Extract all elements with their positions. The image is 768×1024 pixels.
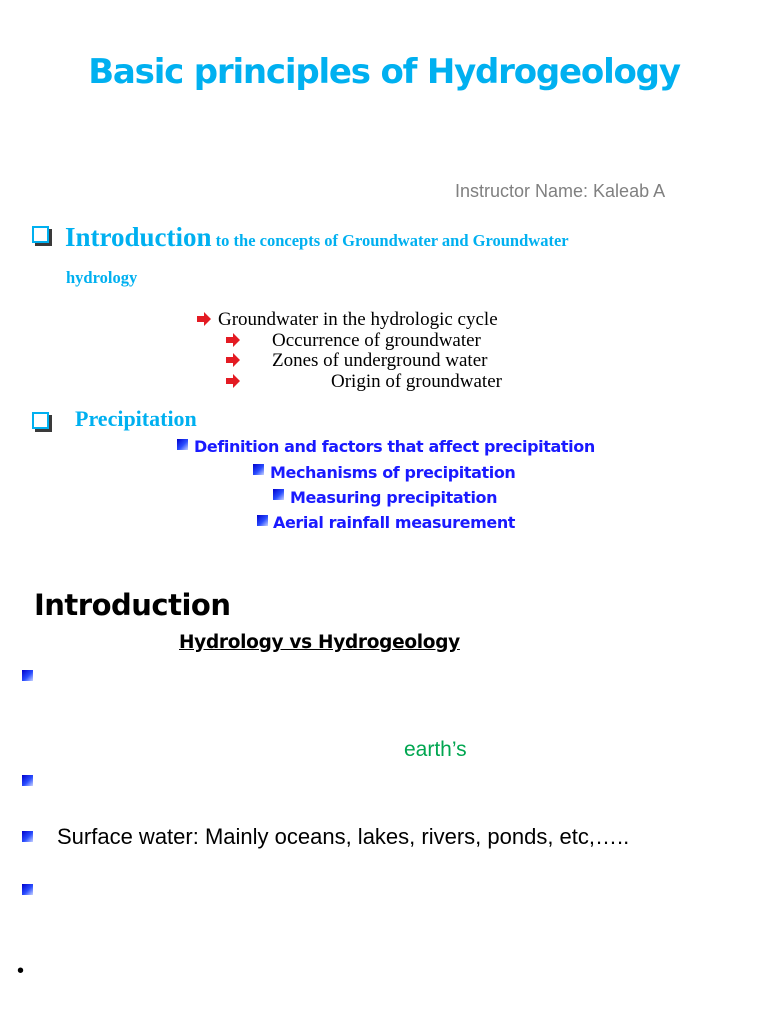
intro-heading-text: Introduction: [65, 222, 212, 252]
intro-item-4: Origin of groundwater: [331, 371, 502, 392]
intro-heading: [65, 222, 569, 253]
blue-square-bullet-icon: [22, 884, 33, 895]
intro-item-2: Occurrence of groundwater: [272, 330, 481, 351]
surface-water-text: Surface water: Mainly oceans, lakes, rivers, ponds, etc,…..: [57, 824, 630, 849]
precip-item-1: Definition and factors that affect precipitation: [194, 437, 595, 456]
body-heading: Introduction: [34, 588, 231, 622]
precipitation-heading: Precipitation: [75, 406, 197, 431]
blue-square-bullet-icon: [257, 515, 268, 526]
blue-square-bullet-icon: [177, 439, 188, 450]
page-title: Basic principles of Hydrogeology: [88, 52, 680, 92]
checkbox-icon: [32, 412, 49, 429]
intro-item-3: Zones of underground water: [272, 350, 488, 371]
instructor-name: Instructor Name: Kaleab A: [455, 181, 666, 201]
intro-subtitle: to the concepts of Groundwater and Groundwater: [211, 231, 569, 250]
arrow-right-icon: [197, 312, 211, 326]
intro-subtitle-line2: hydrology: [66, 268, 138, 287]
precip-item-4: Aerial rainfall measurement: [273, 513, 516, 532]
blue-square-bullet-icon: [253, 464, 264, 475]
precip-item-2: Mechanisms of precipitation: [270, 463, 516, 482]
blue-square-bullet-icon: [273, 489, 284, 500]
intro-item-1: Groundwater in the hydrologic cycle: [218, 309, 498, 330]
checkbox-icon: [32, 226, 49, 243]
earth-text: earth’s: [404, 738, 467, 761]
arrow-right-icon: [226, 353, 240, 367]
precip-item-3: Measuring precipitation: [290, 488, 498, 507]
body-subheading: Hydrology vs Hydrogeology: [179, 632, 460, 653]
blue-square-bullet-icon: [22, 831, 33, 842]
blue-square-bullet-icon: [22, 775, 33, 786]
blue-square-bullet-icon: [22, 670, 33, 681]
arrow-right-icon: [226, 374, 240, 388]
arrow-right-icon: [226, 333, 240, 347]
dot-bullet: •: [17, 960, 25, 982]
